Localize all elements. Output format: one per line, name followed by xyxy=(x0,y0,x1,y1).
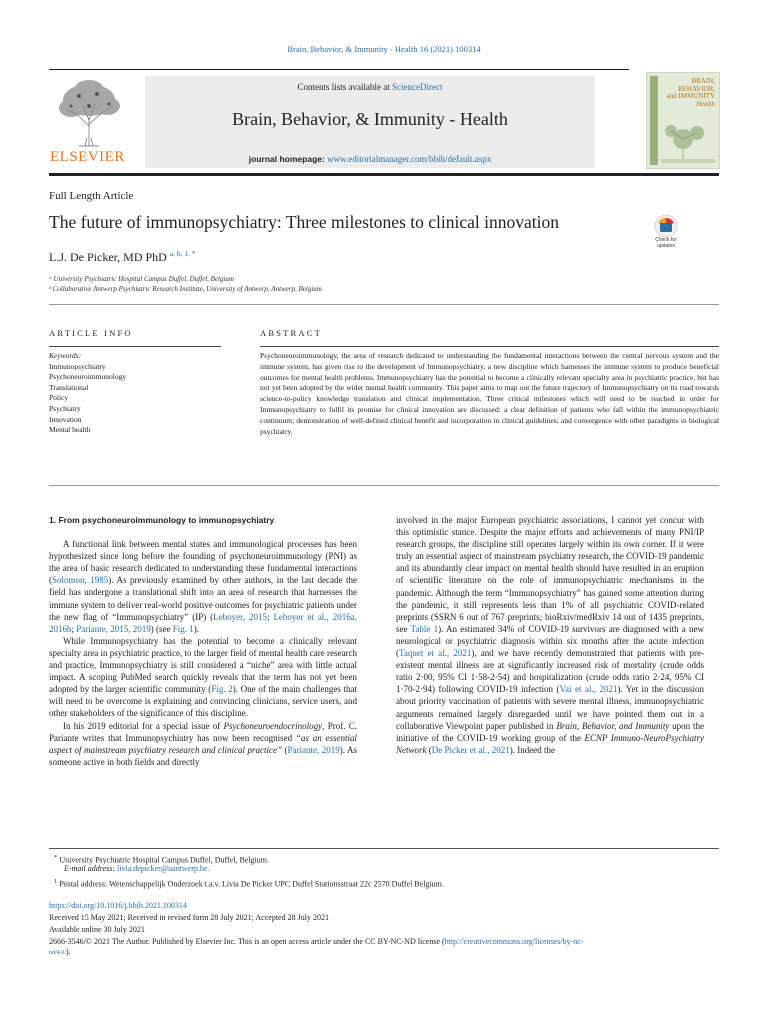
cover-title-line: Health xyxy=(695,99,715,108)
abstract-bottom-rule xyxy=(49,485,719,486)
text-span: ; xyxy=(266,611,274,622)
text-span: ( xyxy=(426,744,432,755)
footnote-text: University Psychiatric Hospital Campus Duffel, Duffel, Belgium. xyxy=(59,855,270,865)
text-span: ) (see xyxy=(150,623,173,634)
text-span: In his 2019 editorial for a special issue of xyxy=(63,720,224,731)
text-span: ). As someone active in both fields and directly xyxy=(49,744,357,767)
author-name: L.J. De Picker, MD PhD xyxy=(49,250,167,264)
journal-name: Psychoneuroendocrinology xyxy=(223,720,323,731)
text-span: ). An estimated 34% of COVID-19 survivors are diagnosed with a new neurological or psychiatric diagnosis within six months after the acute infection ( xyxy=(396,623,704,659)
journal-title: Brain, Behavior, & Immunity - Health xyxy=(232,109,508,129)
abstract-text: Psychoneuroimmunology, the area of research dedicated to understanding the fundamental interactions between the central nervous system and the immune system, has given rise to the development of Immunopsychiatry, a new discipline which harnesses the immune system to produce beneficial outcomes for mental health problems. Immunopsychiatry has the potential to become a clinically relevant specialty area in psychiatric practice, but has not yet been adopted by the wider mental health community. This paper aims to map out the future trajectory of Immunopsychiatry on its road towards science-to-policy knowledge translation and clinical implementation. Three critical milestones which will need to be reached in order for Immunopsychiatry to fulfil its promise for clinical innovation are discussed: a clear definition of patients who fall within the immunopsychiatric continuum; demonstration of well-defined clinical benefit and incorporation in clinical guidelines; and convergence with other paradigms in biological psychiatry. xyxy=(260,351,719,436)
footnote-1: $^1$ Postal address: Wetenschappelijk Onderzoek t.a.v. Livia De Picker UPC Duffel Stationsstraat 22c 2570 Duffel Belgium. xyxy=(54,878,444,889)
header-separator xyxy=(49,304,719,305)
paragraph xyxy=(49,720,357,768)
license-text: 2666-3546/© 2021 The Author. Published by Elsevier Inc. This is an open access article under the CC BY-NC-ND license ( xyxy=(49,937,445,946)
text-span: upon the initiative of the COVID-19 working group of the xyxy=(396,720,705,743)
badge-line: updates xyxy=(657,242,675,249)
license-link[interactable]: nd/4.0/ xyxy=(49,950,66,956)
sciencedirect-link[interactable]: ScienceDirect xyxy=(392,82,443,92)
keyword: Translational xyxy=(49,382,89,392)
masthead-rule xyxy=(49,173,719,176)
article-info-rule xyxy=(49,346,221,347)
keyword: Immunopsychiatry xyxy=(49,361,106,371)
citation-link[interactable]: Taquet et al., 2021 xyxy=(399,648,472,659)
text-span: ( xyxy=(281,744,288,755)
homepage-label: journal homepage: xyxy=(248,154,325,164)
text-span: ), and we have recently demonstrated that patients with pre-existent mental illness are at significantly increased risk of mortality (crude odds ratio 2·00, 95% CI 1·58-2·54) and hospitalization (crude odds ratio 2·24, 95% CI 1·70-2·94) following COVID-19 infection ( xyxy=(396,648,704,695)
author-line xyxy=(49,249,196,265)
footnote-email xyxy=(64,864,739,874)
check-updates-icon xyxy=(648,214,684,238)
keyword: Mental health xyxy=(49,425,91,435)
cover-title xyxy=(667,78,715,108)
paragraph xyxy=(396,514,704,756)
cover-title-line: BEHAVIOR, xyxy=(677,84,715,93)
license-line xyxy=(49,937,721,958)
license-link[interactable]: http://creativecommons.org/licenses/by-nc- xyxy=(444,937,584,946)
citation-link[interactable]: Vai et al., 2021 xyxy=(559,684,618,695)
badge-line: Check for xyxy=(655,237,677,243)
article-type: Full Length Article xyxy=(49,190,134,202)
body-column-left xyxy=(49,514,357,768)
affiliation-a: ᵃ University Psychiatric Hospital Campus Duffel, Duffel, Belgium xyxy=(49,275,234,283)
footnote-corresponding: * University Psychiatric Hospital Campus Duffel, Duffel, Belgium. xyxy=(54,854,270,865)
masthead-center xyxy=(145,76,595,168)
keyword: Psychoneuroimmunology xyxy=(49,372,127,382)
citation-link[interactable]: Pariante, 2019 xyxy=(287,744,340,755)
journal-cover-thumbnail[interactable] xyxy=(646,72,720,169)
quotation: “as an essential aspect of mainstream psychiatry research and clinical practice” xyxy=(49,732,357,755)
cover-title-line: BRAIN, xyxy=(691,77,715,85)
homepage-link[interactable]: www.editorialmanager.com/bbih/default.aspx xyxy=(327,154,492,164)
text-span: , Prof. C. Pariante writes that Immunopsychiatry has now been recognised xyxy=(49,720,357,743)
contents-prefix: Contents lists available at xyxy=(297,82,392,92)
text-span: ). As previously examined by other authors, in the last decade the field has undergone a translational shift into an area of research that harnesses the immune system to deliver real-world positive outcomes for psychiatric patients under the new flag of “Immunopsychiatry” (IP) ( xyxy=(49,575,358,622)
network-name: ECNP Immuno-NeuroPsychiatry Network xyxy=(396,732,704,755)
figure-link[interactable]: Fig. 1 xyxy=(172,623,194,634)
elsevier-wordmark: ELSEVIER xyxy=(50,149,125,165)
license-text: ). xyxy=(65,947,71,956)
journal-masthead xyxy=(49,69,629,170)
text-span: While Immunopsychiatry has the potential to become a clinically relevant specialty area in psychiatric practice, to the larger field of mental health care research and practice, Immunopsychiatry is still considered a “niche” area with little actual impact. A scoping PubMed search quickly reveals that the term has not yet been adopted by the larger scientific community ( xyxy=(49,635,357,695)
text-span: A functional link between mental states and immunological processes has been hypothesized since long before the founding of psychoneuroimmunology (PNI) as the area of basic research dedicated to understanding these fundamental interactions ( xyxy=(49,539,357,586)
citation-link[interactable]: Leboyer et al., 2016a, 2016b xyxy=(49,611,358,634)
citation-link[interactable]: Leboyer, 2015 xyxy=(213,611,267,622)
badge-text xyxy=(648,238,684,249)
text-span: ). Indeed the xyxy=(509,744,555,755)
keywords-label: Keywords: xyxy=(49,351,82,360)
dates-received: Received 15 May 2021; Received in revised form 28 July 2021; Accepted 28 July 2021 xyxy=(49,913,329,922)
paragraph xyxy=(49,538,357,635)
text-span: ). One of the main challenges that will need to be overcome is explaining and convincing clinicians, service users, and other stakeholders of the significance of this discipline. xyxy=(49,684,357,719)
keyword: Psychiatry xyxy=(49,403,81,413)
doi-line xyxy=(49,901,724,911)
email-label: E-mail address: xyxy=(64,864,116,873)
email-link[interactable]: livia.depicker@uantwerp.be. xyxy=(117,864,210,873)
footnote-text: Postal address: Wetenschappelijk Onderzoek t.a.v. Livia De Picker UPC Duffel Stationsstraat 22c 2570 Duffel Belgium. xyxy=(59,879,444,889)
cover-title-line: and IMMUNITY xyxy=(666,92,715,100)
keyword: Policy xyxy=(49,393,69,403)
section-heading: 1. From psychoneuroimmunology to immunopsychiatry xyxy=(49,515,275,525)
paragraph xyxy=(49,635,357,720)
keywords-block xyxy=(49,351,126,436)
doi-link[interactable]: https://doi.org/10.1016/j.bbih.2021.100314 xyxy=(49,901,187,910)
text-span: involved in the major European psychiatric associations, I cannot yet concur with this optimistic stance. Despite the major efforts and achievements of many PNI/IP research groups, the discipline still operates largely within its own corner. If it were truly an essential aspect of mainstream psychiatry research, the COVID-19 pandemic and its abundantly clear impact on mental health should have resulted in an eruption of scientific literature on the role of immunopsychiatric mechanisms in the pandemic. Although the term “Immunopsychiatry” has gained some attention during the pandemic, it still represents less than 1% of all psychiatric COVID-related preprints (SSRN 6 out of 767 preprints; bioRxiv/medRxiv 14 out of 1435 preprints, see xyxy=(396,515,704,634)
abstract-rule xyxy=(260,346,719,347)
keyword: Innovation xyxy=(49,414,82,424)
article-info-label: ARTICLE INFO xyxy=(49,328,133,338)
citation-link[interactable]: De Picker et al., 2021 xyxy=(431,744,510,755)
text-span: ; xyxy=(71,623,77,634)
text-span: ). Yet in the discussion about priority vaccination of patients with severe mental illness, immunopsychiatric arguments remained largely disregarded until we have pointed them out in a collaborative Viewpoint paper published in xyxy=(396,684,704,731)
text-span: ). xyxy=(193,623,200,634)
journal-citation[interactable]: Brain, Behavior, & Immunity - Health 16 (2021) 100314 xyxy=(287,44,481,54)
body-column-right xyxy=(396,514,704,756)
elsevier-tree-icon xyxy=(49,76,129,148)
citation-link[interactable]: Pariante, 2015, 2019 xyxy=(76,623,151,634)
elsevier-logo[interactable] xyxy=(49,76,129,168)
footnote-rule xyxy=(49,848,719,849)
affiliation-b: ᵇ Collaborative Antwerp Psychiatric Research Institute, University of Antwerp, Antwerp, Belgium xyxy=(49,285,322,293)
check-for-updates-badge[interactable] xyxy=(648,214,684,254)
article-title: The future of immunopsychiatry: Three milestones to clinical innovation xyxy=(49,212,559,232)
author-affiliation-marks[interactable]: a, b, 1, * xyxy=(169,249,196,258)
abstract-label: ABSTRACT xyxy=(260,328,322,338)
dates-online: Available online 30 July 2021 xyxy=(49,925,145,934)
figure-link[interactable]: Fig. 2 xyxy=(211,684,233,695)
journal-homepage xyxy=(145,154,595,164)
contents-line xyxy=(145,82,595,92)
journal-name: Brain, Behavior, and Immunity xyxy=(556,720,670,731)
citation-link[interactable]: Solomon, 1985 xyxy=(52,575,109,586)
table-link[interactable]: Table 1 xyxy=(410,623,439,634)
